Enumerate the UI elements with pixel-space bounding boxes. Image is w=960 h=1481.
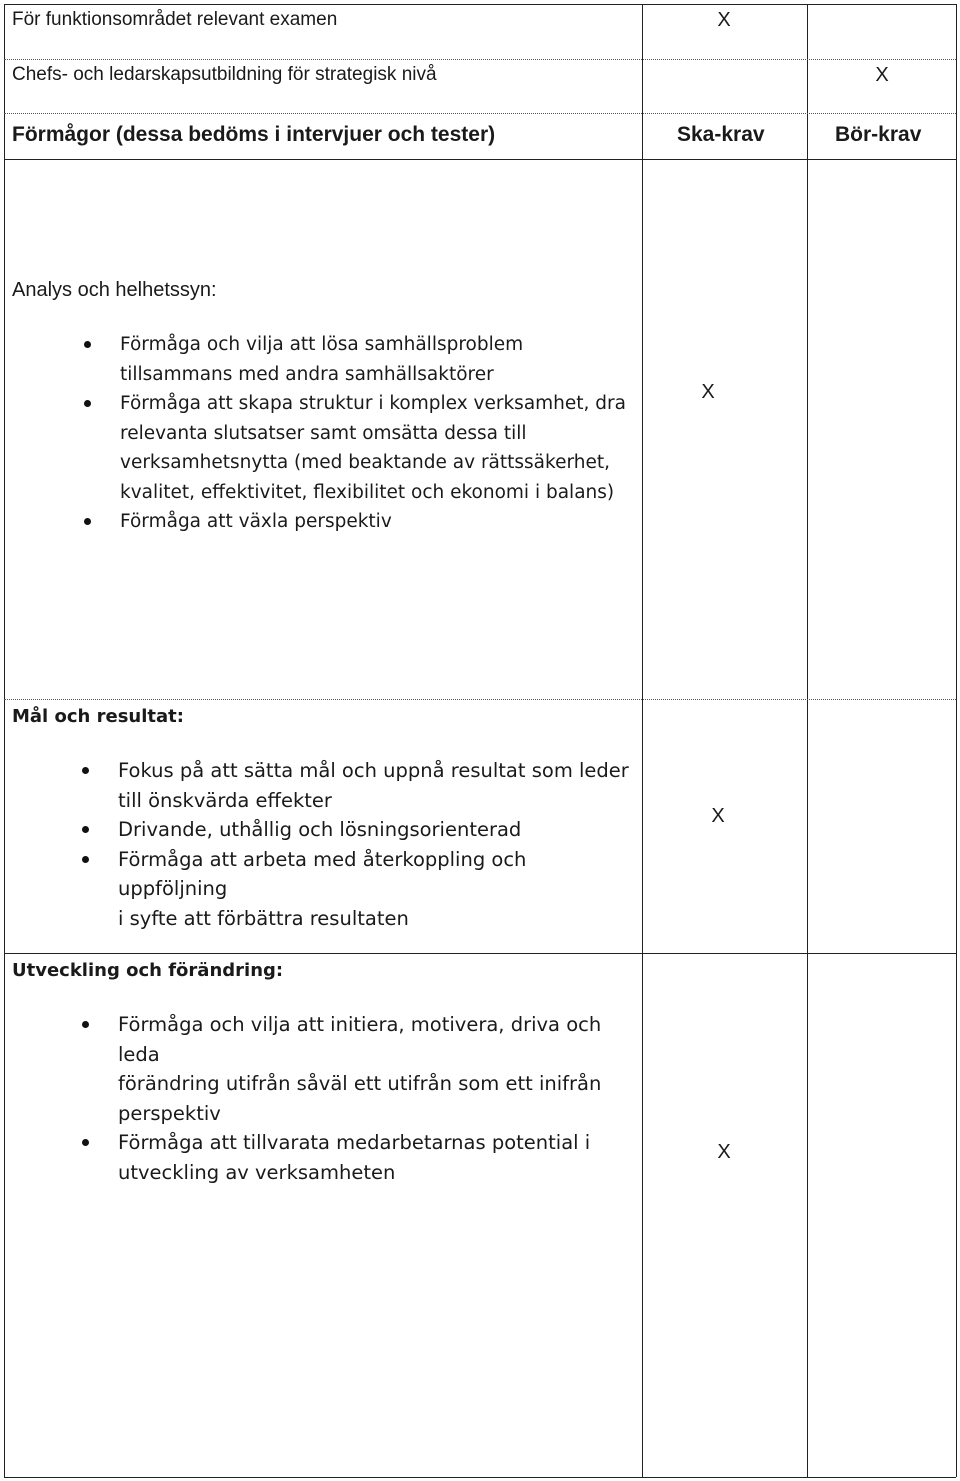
- table-border-bottom: [4, 1477, 956, 1478]
- row-leadership-label: Chefs- och ledarskapsutbildning för strategisk nivå: [12, 64, 437, 85]
- row-divider: [4, 113, 956, 114]
- bullet-list: [82, 1010, 638, 1187]
- bullet-icon: [82, 767, 89, 774]
- section-ska-mark: X: [701, 381, 715, 403]
- list-item: Förmåga att skapa struktur i komplex verksamhet, dra relevanta slutsatser samt omsätta dessa till verksamhetsnytta (med beaktande av rättssäkerhet, kvalitet, effektivitet, flexibilitet och ekonomi i balans): [84, 389, 634, 507]
- row-leadership-bor-mark: X: [875, 64, 889, 86]
- table-border-right: [956, 4, 957, 1477]
- bullet-icon: [82, 1139, 89, 1146]
- list-item: Drivande, uthållig och lösningsorienterad: [82, 815, 638, 845]
- row-divider: [4, 953, 956, 954]
- section-title: Analys och helhetssyn:: [12, 279, 217, 301]
- list-item: Förmåga att växla perspektiv: [84, 507, 634, 537]
- row-exam-ska-mark: X: [717, 9, 731, 31]
- table-border-left: [4, 4, 5, 1477]
- column-divider-ska: [642, 4, 643, 1477]
- list-item: Förmåga att tillvarata medarbetarnas potential i utveckling av verksamheten: [82, 1128, 638, 1187]
- bullet-icon: [82, 856, 89, 863]
- column-divider-bor: [807, 4, 808, 1477]
- bullet-icon: [82, 1021, 89, 1028]
- bullet-icon: [84, 400, 91, 407]
- row-divider: [4, 159, 956, 160]
- abilities-header: Förmågor (dessa bedöms i intervjuer och tester): [12, 123, 496, 146]
- row-divider: [4, 59, 956, 60]
- list-item: Förmåga och vilja att initiera, motivera, driva och leda förändring utifrån såväl ett utifrån som ett inifrån perspektiv: [82, 1010, 638, 1128]
- section-ska-mark: X: [711, 805, 725, 827]
- row-exam-label: För funktionsområdet relevant examen: [12, 9, 338, 30]
- bor-krav-header: Bör-krav: [835, 123, 922, 146]
- bullet-icon: [84, 341, 91, 348]
- list-item: Förmåga och vilja att lösa samhällsproblem tillsammans med andra samhällsaktörer: [84, 330, 634, 389]
- bullet-icon: [84, 518, 91, 525]
- section-title: Utveckling och förändring:: [12, 960, 284, 981]
- ska-krav-header: Ska-krav: [677, 123, 765, 146]
- bullet-list: [82, 756, 638, 933]
- list-item: Förmåga att arbeta med återkoppling och uppföljning i syfte att förbättra resultaten: [82, 845, 638, 934]
- section-title: Mål och resultat:: [12, 706, 184, 727]
- list-item: Fokus på att sätta mål och uppnå resultat som leder till önskvärda effekter: [82, 756, 638, 815]
- row-divider: [4, 699, 956, 700]
- section-ska-mark: X: [717, 1141, 731, 1163]
- table-border-top: [4, 4, 956, 5]
- bullet-icon: [82, 826, 89, 833]
- bullet-list: [84, 330, 634, 537]
